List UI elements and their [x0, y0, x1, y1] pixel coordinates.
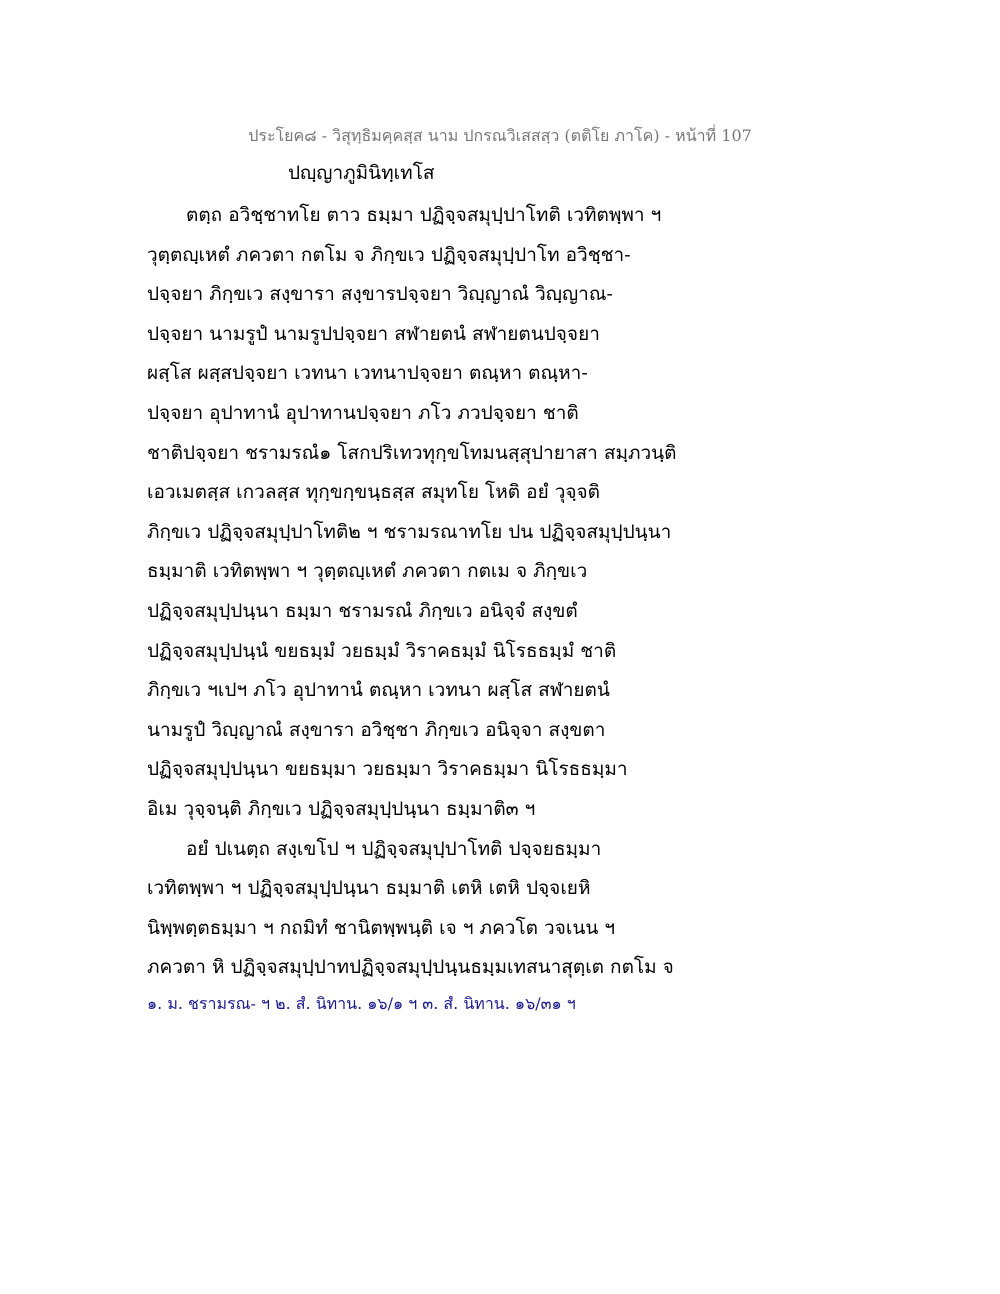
paragraph-line: ปจฺจยา ภิกฺขเว สงฺขารา สงฺขารปจฺจยา วิญฺญาณํ วิญฺญาณ- — [147, 283, 613, 306]
paragraph-line: ตตฺถ อวิชฺชาทโย ตาว ธมฺมา ปฏิจฺจสมุปฺปาโทติ เวทิตพฺพา ฯ — [186, 204, 662, 226]
footnotes: ๑. ม. ชรามรณ- ฯ ๒. สํ. นิทาน. ๑๖/๑ ฯ ๓. สํ. นิทาน. ๑๖/๓๑ ฯ — [147, 994, 576, 1013]
paragraph-line: เวทิตพฺพา ฯ ปฏิจฺจสมุปฺปนฺนา ธมฺมาติ เตหิ เตหิ ปจฺจเยหิ — [147, 877, 591, 900]
paragraph-line: ปจฺจยา นามรูปํ นามรูปปจฺจยา สฬายตนํ สฬายตนปจฺจยา — [147, 322, 600, 345]
section-heading: ปญฺญาภูมินิทฺเทโส — [288, 162, 435, 184]
running-header: ประโยค๘ - วิสุทฺธิมคฺคสฺส นาม ปกรณวิเสสสฺว (ตติโย ภาโค) - หน้าที่ 107 — [248, 126, 752, 145]
paragraph-line: วุตฺตญฺเหตํ ภควตา กตโม จ ภิกฺขเว ปฏิจฺจสมุปฺปาโท อวิชฺชา- — [147, 243, 631, 266]
body-text — [147, 199, 717, 991]
paragraph-line: ภควตา หิ ปฏิจฺจสมุปฺปาทปฏิจฺจสมุปฺปนฺนธมฺมเทสนาสุตฺเต กตโม จ — [147, 956, 674, 979]
paragraph-line: ปฏิจฺจสมุปฺปนฺนา ขยธมฺมา วยธมฺมา วิราคธมฺมา นิโรธธมฺมา — [147, 758, 628, 781]
paragraph-line: ชาติปจฺจยา ชรามรณํ๑ โสกปริเทวทุกฺขโทมนสฺสุปายาสา สมฺภวนฺติ — [147, 441, 677, 464]
paragraph-line: ปฏิจฺจสมุปฺปนฺนํ ขยธมฺมํ วยธมฺมํ วิราคธมฺมํ นิโรธธมฺมํ ชาติ — [147, 639, 617, 662]
paragraph-line: ปจฺจยา อุปาทานํ อุปาทานปจฺจยา ภโว ภวปจฺจยา ชาติ — [147, 401, 579, 424]
paragraph-line: ปฏิจฺจสมุปฺปนฺนา ธมฺมา ชรามรณํ ภิกฺขเว อนิจฺจํ สงฺขตํ — [147, 599, 578, 622]
paragraph-line: ภิกฺขเว ปฏิจฺจสมุปฺปาโทติ๒ ฯ ชรามรณาทโย ปน ปฏิจฺจสมุปฺปนฺนา — [147, 520, 672, 543]
paragraph-line: ผสฺโส ผสฺสปจฺจยา เวทนา เวทนาปจฺจยา ตณฺหา ตณฺหา- — [147, 362, 588, 385]
paragraph-line: ภิกฺขเว ฯเปฯ ภโว อุปาทานํ ตณฺหา เวทนา ผสฺโส สฬายตนํ — [147, 679, 610, 702]
paragraph-line: เอวเมตสฺส เกวลสฺส ทุกฺขกฺขนฺธสฺส สมุทโย โหติ อยํ วุจฺจติ — [147, 481, 601, 504]
paragraph-line: นิพฺพตฺตธมฺมา ฯ กถมิทํ ชานิตพฺพนฺติ เจ ฯ ภควโต วจเนน ฯ — [147, 916, 616, 939]
paragraph-line: ธมฺมาติ เวทิตพฺพา ฯ วุตฺตญฺเหตํ ภควตา กตเม จ ภิกฺขเว — [147, 560, 588, 583]
paragraph-line: อิเม วุจฺจนฺติ ภิกฺขเว ปฏิจฺจสมุปฺปนฺนา ธมฺมาติ๓ ฯ — [147, 797, 536, 820]
paragraph-line: อยํ ปเนตฺถ สงฺเขโป ฯ ปฏิจฺจสมุปฺปาโทติ ปจฺจยธมฺมา — [186, 837, 602, 860]
paragraph-line: นามรูปํ วิญฺญาณํ สงฺขารา อวิชฺชา ภิกฺขเว อนิจฺจา สงฺขตา — [147, 718, 606, 741]
